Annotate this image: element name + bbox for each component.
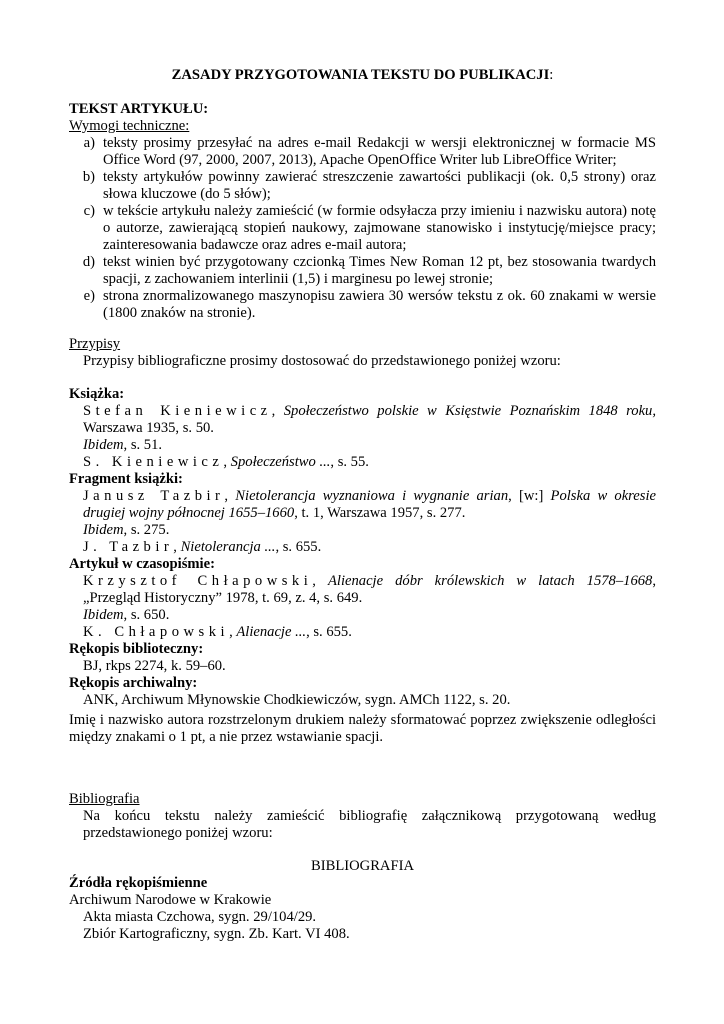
list-item: b) teksty artykułów powinny zawierać streszczenie zawartości publikacji (ok. 0,5 strony) oraz słowa kluczowe (do 5 słów);	[82, 169, 656, 202]
list-item: d) tekst winien być przygotowany czcionką Times New Roman 12 pt, bez stosowania twardych spacji, z zachowaniem interlinii (1,5) i marginesu po lewej stronie;	[82, 254, 656, 287]
archive-name: Archiwum Narodowe w Krakowie	[69, 892, 272, 908]
requirements-list	[69, 135, 656, 322]
fragment-citation: Janusz Tazbir, Nietolerancja wyznaniowa i wygnanie arian, [w:] Polska w okresie drugiej wojny północnej 1655–1660, t. 1, Warszawa 1957, s. 277.	[83, 488, 657, 521]
bibliography-heading: Bibliografia	[69, 791, 140, 807]
journal-heading: Artykuł w czasopiśmie:	[69, 556, 215, 572]
list-item: e) strona znormalizowanego maszynopisu zawiera 30 wersów tekstu z ok. 60 znakami w wersie (1800 znaków na stronie).	[83, 288, 656, 321]
footnotes-section	[69, 336, 656, 370]
archive-ms-citation: ANK, Archiwum Młynowskie Chodkiewiczów, sygn. AMCh 1122, s. 20.	[83, 692, 511, 708]
journal-citation: Krzysztof Chłapowski, Alienacje dóbr królewskich w latach 1578–1668, „Przegląd Historyczny” 1978, t. 69, z. 4, s. 649.	[83, 573, 656, 606]
list-item: a) teksty prosimy przesyłać na adres e-mail Redakcji w wersji elektronicznej w formacie MS Office Word (97, 2000, 2007, 2013), Apache OpenOffice Writer lub LibreOffice Writer;	[83, 135, 656, 168]
archive-ms-heading: Rękopis archiwalny:	[69, 675, 198, 691]
list-item: c) w tekście artykułu należy zamieścić (w formie odsyłacza przy imieniu i nazwisku autora) notę o autorze, zawierającą stopień naukowy, zajmowane stanowisko i instytucję/miejsce pracy; zainteresowania badawcze oraz adres e-mail autora;	[83, 203, 656, 253]
footnotes-heading: Przypisy	[69, 336, 121, 352]
bibliography-intro: Na końcu tekstu należy zamieścić bibliografię załącznikową przygotowaną według przedstawionego poniżej wzoru:	[83, 808, 656, 841]
article-section	[69, 101, 656, 322]
article-heading: TEKST ARTYKUŁU:	[69, 101, 209, 117]
list-item: Zbiór Kartograficzny, sygn. Zb. Kart. VI 408.	[83, 926, 350, 942]
library-ms-heading: Rękopis biblioteczny:	[69, 641, 204, 657]
page-title: ZASADY PRZYGOTOWANIA TEKSTU DO PUBLIKACJI:	[171, 67, 554, 83]
list-item: Akta miasta Czchowa, sygn. 29/104/29.	[83, 909, 317, 925]
sources-heading: Źródła rękopiśmienne	[69, 875, 208, 891]
journal-short-citation: K. Chłapowski, Alienacje ..., s. 655.	[83, 624, 352, 640]
footnotes-intro: Przypisy bibliograficzne prosimy dostosować do przedstawionego poniżej wzoru:	[83, 353, 561, 369]
library-ms-citation: BJ, rkps 2274, k. 59–60.	[83, 658, 226, 674]
bibliography-title: BIBLIOGRAFIA	[311, 858, 414, 874]
manuscript-sources	[69, 875, 656, 943]
journal-ibidem: Ibidem, s. 650.	[83, 607, 170, 623]
book-short-citation: S. Kieniewicz, Społeczeństwo ..., s. 55.	[83, 454, 369, 470]
book-heading: Książka:	[69, 386, 125, 402]
examples-section	[69, 386, 656, 709]
fragment-heading: Fragment książki:	[69, 471, 183, 487]
fragment-ibidem: Ibidem, s. 275.	[83, 522, 170, 538]
fragment-short-citation: J. Tazbir, Nietolerancja ..., s. 655.	[83, 539, 322, 555]
name-format-note: Imię i nazwisko autora rozstrzelonym drukiem należy sformatować poprzez zwiększenie odległości między znakami o 1 pt, a nie przez wstawianie spacji.	[69, 712, 656, 745]
book-citation: Stefan Kieniewicz, Społeczeństwo polskie w Księstwie Poznańskim 1848 roku, Warszawa 1935, s. 50.	[83, 403, 656, 436]
book-ibidem: Ibidem, s. 51.	[83, 437, 163, 453]
tech-requirements-heading: Wymogi techniczne:	[69, 118, 190, 134]
bibliography-section	[69, 791, 656, 842]
